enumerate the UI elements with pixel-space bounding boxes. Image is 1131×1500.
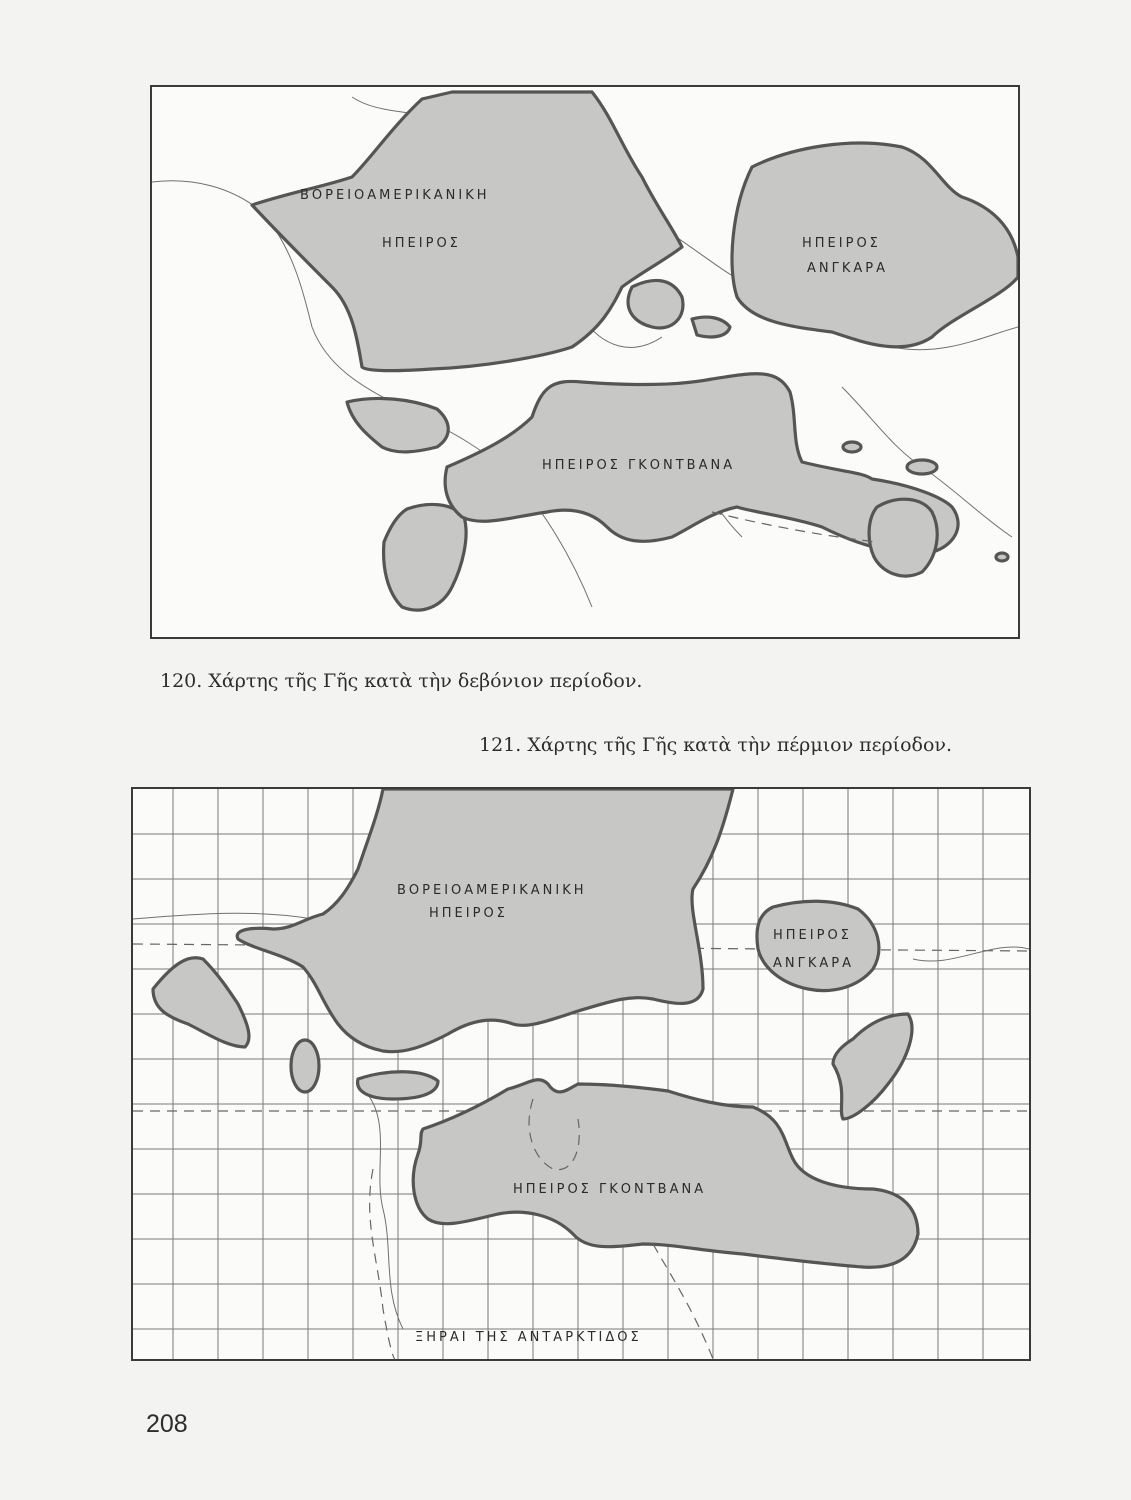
europe-island-1	[628, 280, 683, 328]
devonian-map-svg	[152, 87, 1018, 637]
west-landmass	[153, 958, 249, 1047]
island-2	[358, 1072, 438, 1099]
permian-map-caption: 121. Χάρτης τῆς Γῆς κατὰ τὴν πέρμιον περίοδον.	[479, 734, 953, 756]
europe-island-2	[692, 317, 730, 337]
island-east-2	[843, 442, 861, 452]
south-america-landmass	[384, 504, 466, 610]
devonian-map	[150, 85, 1020, 639]
east-island	[833, 1014, 912, 1119]
devonian-angara-label-line1: ΗΠΕΙΡΟΣ	[802, 236, 881, 251]
devonian-map-caption: 120. Χάρτης τῆς Γῆς κατὰ τὴν δεβόνιον περίοδον.	[160, 670, 643, 692]
australia-landmass	[869, 499, 937, 576]
north-america-landmass	[252, 92, 682, 371]
devonian-gondwana-label: ΗΠΕΙΡΟΣ ΓΚΟΝΤΒΑΝΑ	[542, 458, 736, 473]
angara-landmass	[757, 901, 879, 990]
island-east-1	[907, 460, 937, 474]
permian-angara-label-line2: ΑΝΓΚΑΡΑ	[773, 956, 855, 971]
central-america-landmass	[347, 398, 448, 451]
permian-map-svg	[133, 789, 1029, 1359]
island-east-3	[996, 553, 1008, 561]
devonian-north-america-label-line1: ΒΟΡΕΙΟΑΜΕΡΙΚΑΝΙΚΗ	[300, 188, 490, 203]
page-number: 208	[146, 1410, 188, 1438]
permian-angara-label-line1: ΗΠΕΙΡΟΣ	[773, 928, 852, 943]
devonian-angara-label-line2: ΑΝΓΚΑΡΑ	[807, 261, 889, 276]
permian-antarctic-label: ΞΗΡΑΙ ΤΗΣ ΑΝΤΑΡΚΤΙΔΟΣ	[415, 1330, 642, 1345]
permian-north-america-label-line1: ΒΟΡΕΙΟΑΜΕΡΙΚΑΝΙΚΗ	[397, 883, 587, 898]
devonian-north-america-label-line2: ΗΠΕΙΡΟΣ	[382, 236, 461, 251]
permian-map	[131, 787, 1031, 1361]
permian-gondwana-label: ΗΠΕΙΡΟΣ ΓΚΟΝΤΒΑΝΑ	[513, 1182, 707, 1197]
island-1	[291, 1040, 319, 1092]
permian-north-america-label-line2: ΗΠΕΙΡΟΣ	[429, 906, 508, 921]
